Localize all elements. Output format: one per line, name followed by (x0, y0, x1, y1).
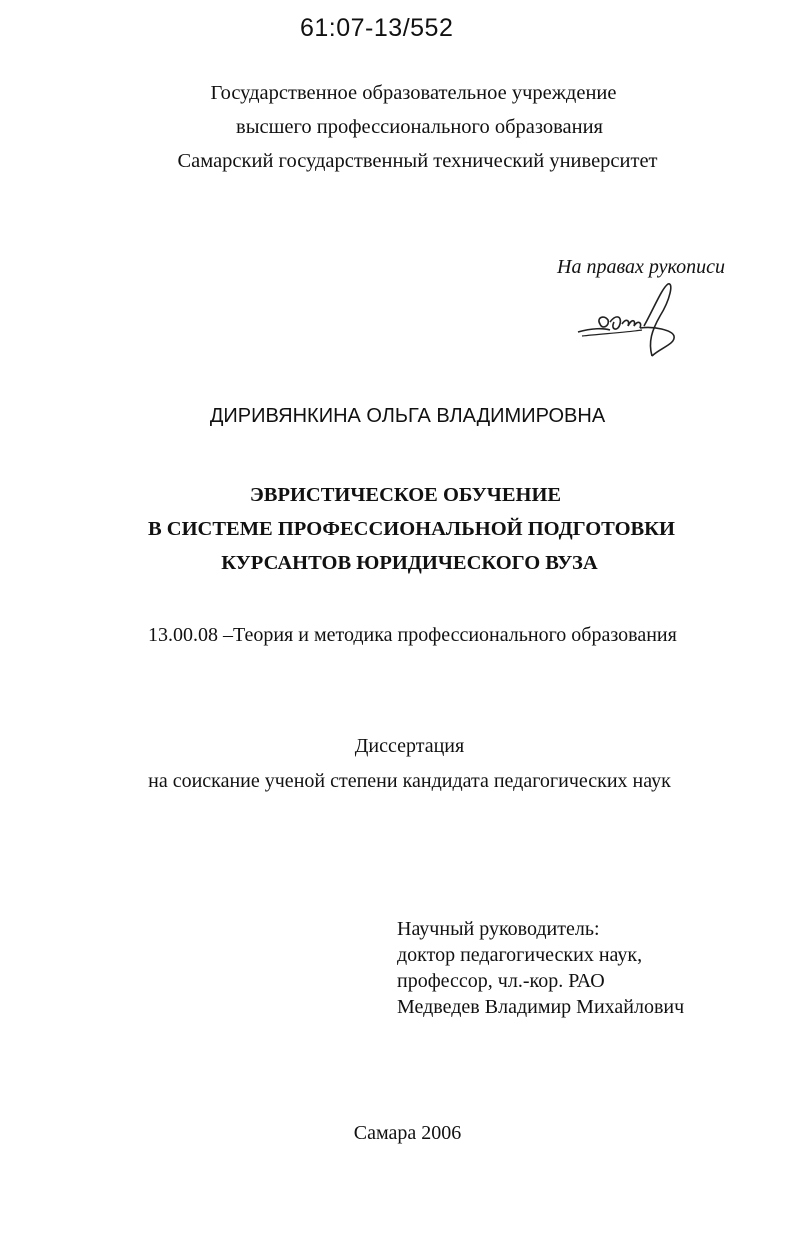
institution-line-2: высшего профессионального образования (236, 116, 603, 138)
author-name: ДИРИВЯНКИНА ОЛЬГА ВЛАДИМИРОВНА (209, 405, 606, 427)
advisor-degree: доктор педагогических наук, (397, 944, 643, 966)
title-line-2: В СИСТЕМЕ ПРОФЕССИОНАЛЬНОЙ ПОДГОТОВКИ (148, 518, 675, 540)
institution-line-3: Самарский государственный технический университет (177, 150, 658, 172)
specialty-code: 13.00.08 –Теория и методика профессионального образования (148, 624, 677, 646)
advisor-rank: профессор, чл.-кор. РАО (397, 970, 605, 992)
city-year: Самара 2006 (353, 1122, 462, 1144)
degree-purpose: на соискание ученой степени кандидата педагогических наук (148, 770, 671, 792)
signature (570, 278, 680, 362)
advisor-label: Научный руководитель: (397, 918, 600, 940)
catalog-number: 61:07-13/552 (300, 14, 454, 42)
advisor-name: Медведев Владимир Михайлович (397, 996, 685, 1018)
rights-note: На правах рукописи (557, 256, 725, 278)
title-line-1: ЭВРИСТИЧЕСКОЕ ОБУЧЕНИЕ (249, 484, 562, 506)
title-line-3: КУРСАНТОВ ЮРИДИЧЕСКОГО ВУЗА (221, 552, 598, 574)
institution-line-1: Государственное образовательное учреждение (210, 82, 617, 104)
dissertation-label: Диссертация (354, 735, 465, 757)
